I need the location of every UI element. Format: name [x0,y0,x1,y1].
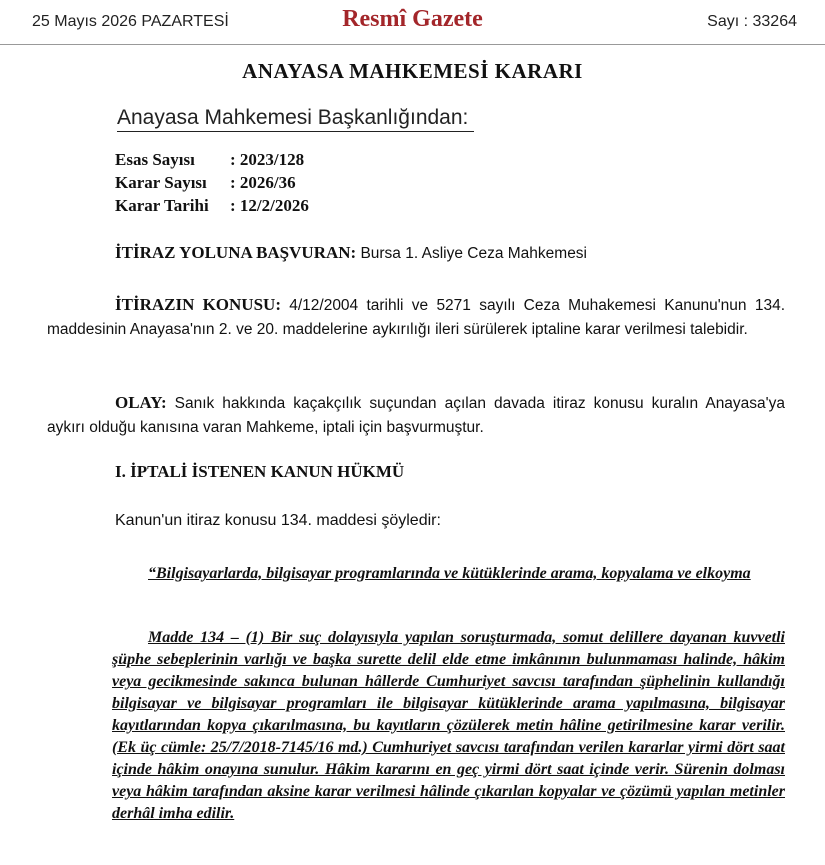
applicant-text: Bursa 1. Asliye Ceza Mahkemesi [360,245,588,262]
quoted-article-heading: “Bilgisayarlarda, bilgisayar programlarında ve kütüklerinde arama, kopyalama ve elkoyma [148,565,751,582]
meta-row-docket [115,148,309,171]
issuing-authority: Anayasa Mahkemesi Başkanlığından: [117,106,474,132]
subject-text: 4/12/2004 tarihli ve 5271 sayılı Ceza Muhakemesi Kanunu'nun 134. maddesinin Anayasa'nın 2. ve 20. maddelerine aykırılığı ileri sürülerek iptaline karar verilmesi talebidir. [47,297,785,338]
meta-label: Karar Sayısı [115,173,207,192]
quote-intro: Kanun'un itiraz konusu 134. maddesi şöyledir: [115,512,441,529]
meta-label: Esas Sayısı [115,150,195,169]
subject-label: İTİRAZIN KONUSU: [115,295,281,314]
header-date: 25 Mayıs 2026 PAZARTESİ [32,13,229,30]
meta-row-decision-no [115,171,309,194]
gazette-header [0,0,825,48]
document-title: ANAYASA MAHKEMESİ KARARI [242,59,583,83]
section-heading: I. İPTALİ İSTENEN KANUN HÜKMÜ [115,462,405,481]
applicant-label: İTİRAZ YOLUNA BAŞVURAN: [115,243,357,262]
meta-value: : 12/2/2026 [230,196,309,215]
meta-value: : 2023/128 [230,150,305,169]
meta-label: Karar Tarihi [115,196,209,215]
applicant-paragraph [115,241,795,265]
meta-row-decision-date [115,194,309,217]
header-issue-number: Sayı : 33264 [707,13,797,30]
meta-value: : 2026/36 [230,173,296,192]
gazette-title: Resmî Gazete [342,6,483,32]
event-text: Sanık hakkında kaçakçılık suçundan açılan davada itiraz konusu kuralın Anayasa'ya aykırı olduğu kanısına varan Mahkeme, iptali için başvurmuştur. [47,395,786,436]
case-metadata [115,148,309,217]
event-label: OLAY: [115,393,167,412]
header-divider [0,44,825,45]
subject-paragraph [47,293,785,341]
event-paragraph [47,391,785,439]
quoted-article-body: Madde 134 – (1) Bir suç dolayısıyla yapılan soruşturmada, somut delillere dayanan kuvvetli şüphe sebeplerinin varlığı ve başka surette delil elde etme imkânının bulunmaması halinde, hâkim veya gecikmesinde sakınca bulunan hâllerde Cumhuriyet savcısı tarafından şüphelinin kullandığı bilgisayar ve bilgisayar programları ile bilgisayar kütüklerinde arama yapılmasına, bilgisayar kayıtlarından kopya çıkarılmasına, bu kayıtların çözülerek metin hâline getirilmesine karar verilir. (Ek üç cümle: 25/7/2018-7145/16 md.) Cumhuriyet savcısı tarafından verilen kararlar yirmi dört saat içinde hâkim onayına sunulur. Hâkim kararını en geç yirmi dört saat içinde verir. Sürenin dolması veya hâkim tarafından aksine karar verilmesi hâlinde çıkarılan kopyalar ve çözümü yapılan metinler derhâl imha edilir. [112,629,785,822]
